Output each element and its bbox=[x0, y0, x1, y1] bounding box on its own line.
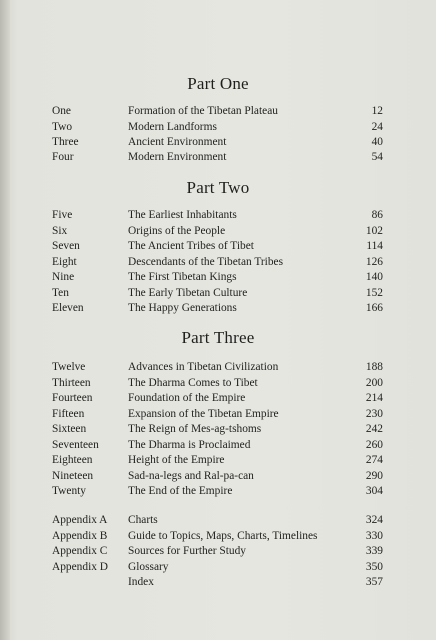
chapter-title: The Reign of Mes-ag-tshoms bbox=[128, 423, 262, 435]
index-title: Index bbox=[128, 576, 154, 588]
chapter-title: Modern Environment bbox=[128, 151, 227, 163]
chapter-page: 126 bbox=[365, 256, 383, 268]
chapter-title: Expansion of the Tibetan Empire bbox=[128, 408, 279, 420]
toc-row bbox=[0, 208, 436, 223]
chapter-page: 54 bbox=[371, 151, 383, 163]
chapter-number: Twenty bbox=[52, 485, 86, 497]
chapter-title: Formation of the Tibetan Plateau bbox=[128, 105, 278, 117]
toc-row bbox=[0, 407, 436, 422]
appendix-label: Appendix D bbox=[52, 561, 108, 573]
chapter-page: 140 bbox=[365, 271, 383, 283]
appendix-label: Appendix C bbox=[52, 545, 108, 557]
toc-row bbox=[0, 422, 436, 437]
chapter-page: 102 bbox=[365, 225, 383, 237]
chapter-page: 12 bbox=[371, 105, 383, 117]
chapter-page: 24 bbox=[371, 121, 383, 133]
chapter-page: 86 bbox=[371, 209, 383, 221]
chapter-page: 166 bbox=[365, 302, 383, 314]
toc-row bbox=[0, 239, 436, 254]
toc-row bbox=[0, 270, 436, 285]
chapter-page: 214 bbox=[365, 392, 383, 404]
chapter-page: 114 bbox=[366, 240, 383, 252]
chapter-title: The First Tibetan Kings bbox=[128, 271, 237, 283]
part-one-heading: Part One bbox=[187, 74, 249, 93]
appendix-label: Appendix A bbox=[52, 514, 108, 526]
chapter-title: The Earliest Inhabitants bbox=[128, 209, 237, 221]
toc-row bbox=[0, 360, 436, 375]
chapter-number: Twelve bbox=[52, 361, 86, 373]
toc-row bbox=[0, 453, 436, 468]
chapter-title: The Dharma is Proclaimed bbox=[128, 439, 251, 451]
chapter-number: One bbox=[52, 105, 71, 117]
appendix-page: 330 bbox=[365, 530, 383, 542]
chapter-number: Thirteen bbox=[52, 377, 91, 389]
chapter-number: Ten bbox=[52, 287, 69, 299]
chapter-title: Height of the Empire bbox=[128, 454, 225, 466]
chapter-title: Sad-na-legs and Ral-pa-can bbox=[128, 470, 254, 482]
chapter-number: Fourteen bbox=[52, 392, 93, 404]
toc-row bbox=[0, 286, 436, 301]
chapter-page: 304 bbox=[365, 485, 383, 497]
chapter-title: Ancient Environment bbox=[128, 136, 227, 148]
toc-row bbox=[0, 120, 436, 135]
toc-row bbox=[0, 104, 436, 119]
appendix-page: 324 bbox=[365, 514, 383, 526]
chapter-number: Five bbox=[52, 209, 73, 221]
appendix-row bbox=[0, 575, 436, 590]
appendix-row bbox=[0, 513, 436, 528]
chapter-title: The Happy Generations bbox=[128, 302, 237, 314]
appendix-page: 350 bbox=[365, 561, 383, 573]
chapter-page: 290 bbox=[365, 470, 383, 482]
chapter-number: Eight bbox=[52, 256, 77, 268]
chapter-page: 152 bbox=[365, 287, 383, 299]
toc-row bbox=[0, 438, 436, 453]
chapter-page: 40 bbox=[371, 136, 383, 148]
chapter-title: The End of the Empire bbox=[128, 485, 233, 497]
toc-row bbox=[0, 255, 436, 270]
toc-row bbox=[0, 135, 436, 150]
chapter-number: Six bbox=[52, 225, 68, 237]
chapter-number: Eleven bbox=[52, 302, 84, 314]
toc-row bbox=[0, 484, 436, 499]
chapter-number: Seventeen bbox=[52, 439, 99, 451]
appendix-title: Guide to Topics, Maps, Charts, Timelines bbox=[128, 530, 318, 542]
toc-row bbox=[0, 376, 436, 391]
chapter-number: Three bbox=[52, 136, 79, 148]
chapter-title: Origins of the People bbox=[128, 225, 226, 237]
toc-row bbox=[0, 391, 436, 406]
chapter-number: Eighteen bbox=[52, 454, 93, 466]
appendix-row bbox=[0, 560, 436, 575]
chapter-number: Sixteen bbox=[52, 423, 87, 435]
appendix-row bbox=[0, 529, 436, 544]
toc-row bbox=[0, 469, 436, 484]
chapter-page: 260 bbox=[365, 439, 383, 451]
toc-row bbox=[0, 224, 436, 239]
chapter-number: Seven bbox=[52, 240, 80, 252]
chapter-title: Foundation of the Empire bbox=[128, 392, 246, 404]
chapter-title: Advances in Tibetan Civilization bbox=[128, 361, 279, 373]
index-page: 357 bbox=[365, 576, 383, 588]
appendix-title: Glossary bbox=[128, 561, 169, 573]
chapter-page: 230 bbox=[365, 408, 383, 420]
chapter-title: The Ancient Tribes of Tibet bbox=[128, 240, 254, 252]
chapter-number: Four bbox=[52, 151, 74, 163]
chapter-number: Nine bbox=[52, 271, 75, 283]
chapter-title: The Dharma Comes to Tibet bbox=[128, 377, 258, 389]
chapter-title: Descendants of the Tibetan Tribes bbox=[128, 256, 284, 268]
part-three-heading: Part Three bbox=[181, 328, 255, 347]
chapter-title: Modern Landforms bbox=[128, 121, 217, 133]
chapter-page: 274 bbox=[365, 454, 383, 466]
chapter-number: Two bbox=[52, 121, 73, 133]
chapter-page: 242 bbox=[365, 423, 383, 435]
chapter-title: The Early Tibetan Culture bbox=[128, 287, 248, 299]
appendix-title: Sources for Further Study bbox=[128, 545, 247, 557]
chapter-number: Fifteen bbox=[52, 408, 85, 420]
appendix-page: 339 bbox=[365, 545, 383, 557]
toc-row bbox=[0, 301, 436, 316]
appendix-title: Charts bbox=[128, 514, 158, 526]
appendix-label: Appendix B bbox=[52, 530, 108, 542]
chapter-page: 200 bbox=[365, 377, 383, 389]
appendix-row bbox=[0, 544, 436, 559]
part-two-heading: Part Two bbox=[186, 178, 250, 197]
chapter-number: Nineteen bbox=[52, 470, 94, 482]
chapter-page: 188 bbox=[365, 361, 383, 373]
toc-row bbox=[0, 150, 436, 165]
